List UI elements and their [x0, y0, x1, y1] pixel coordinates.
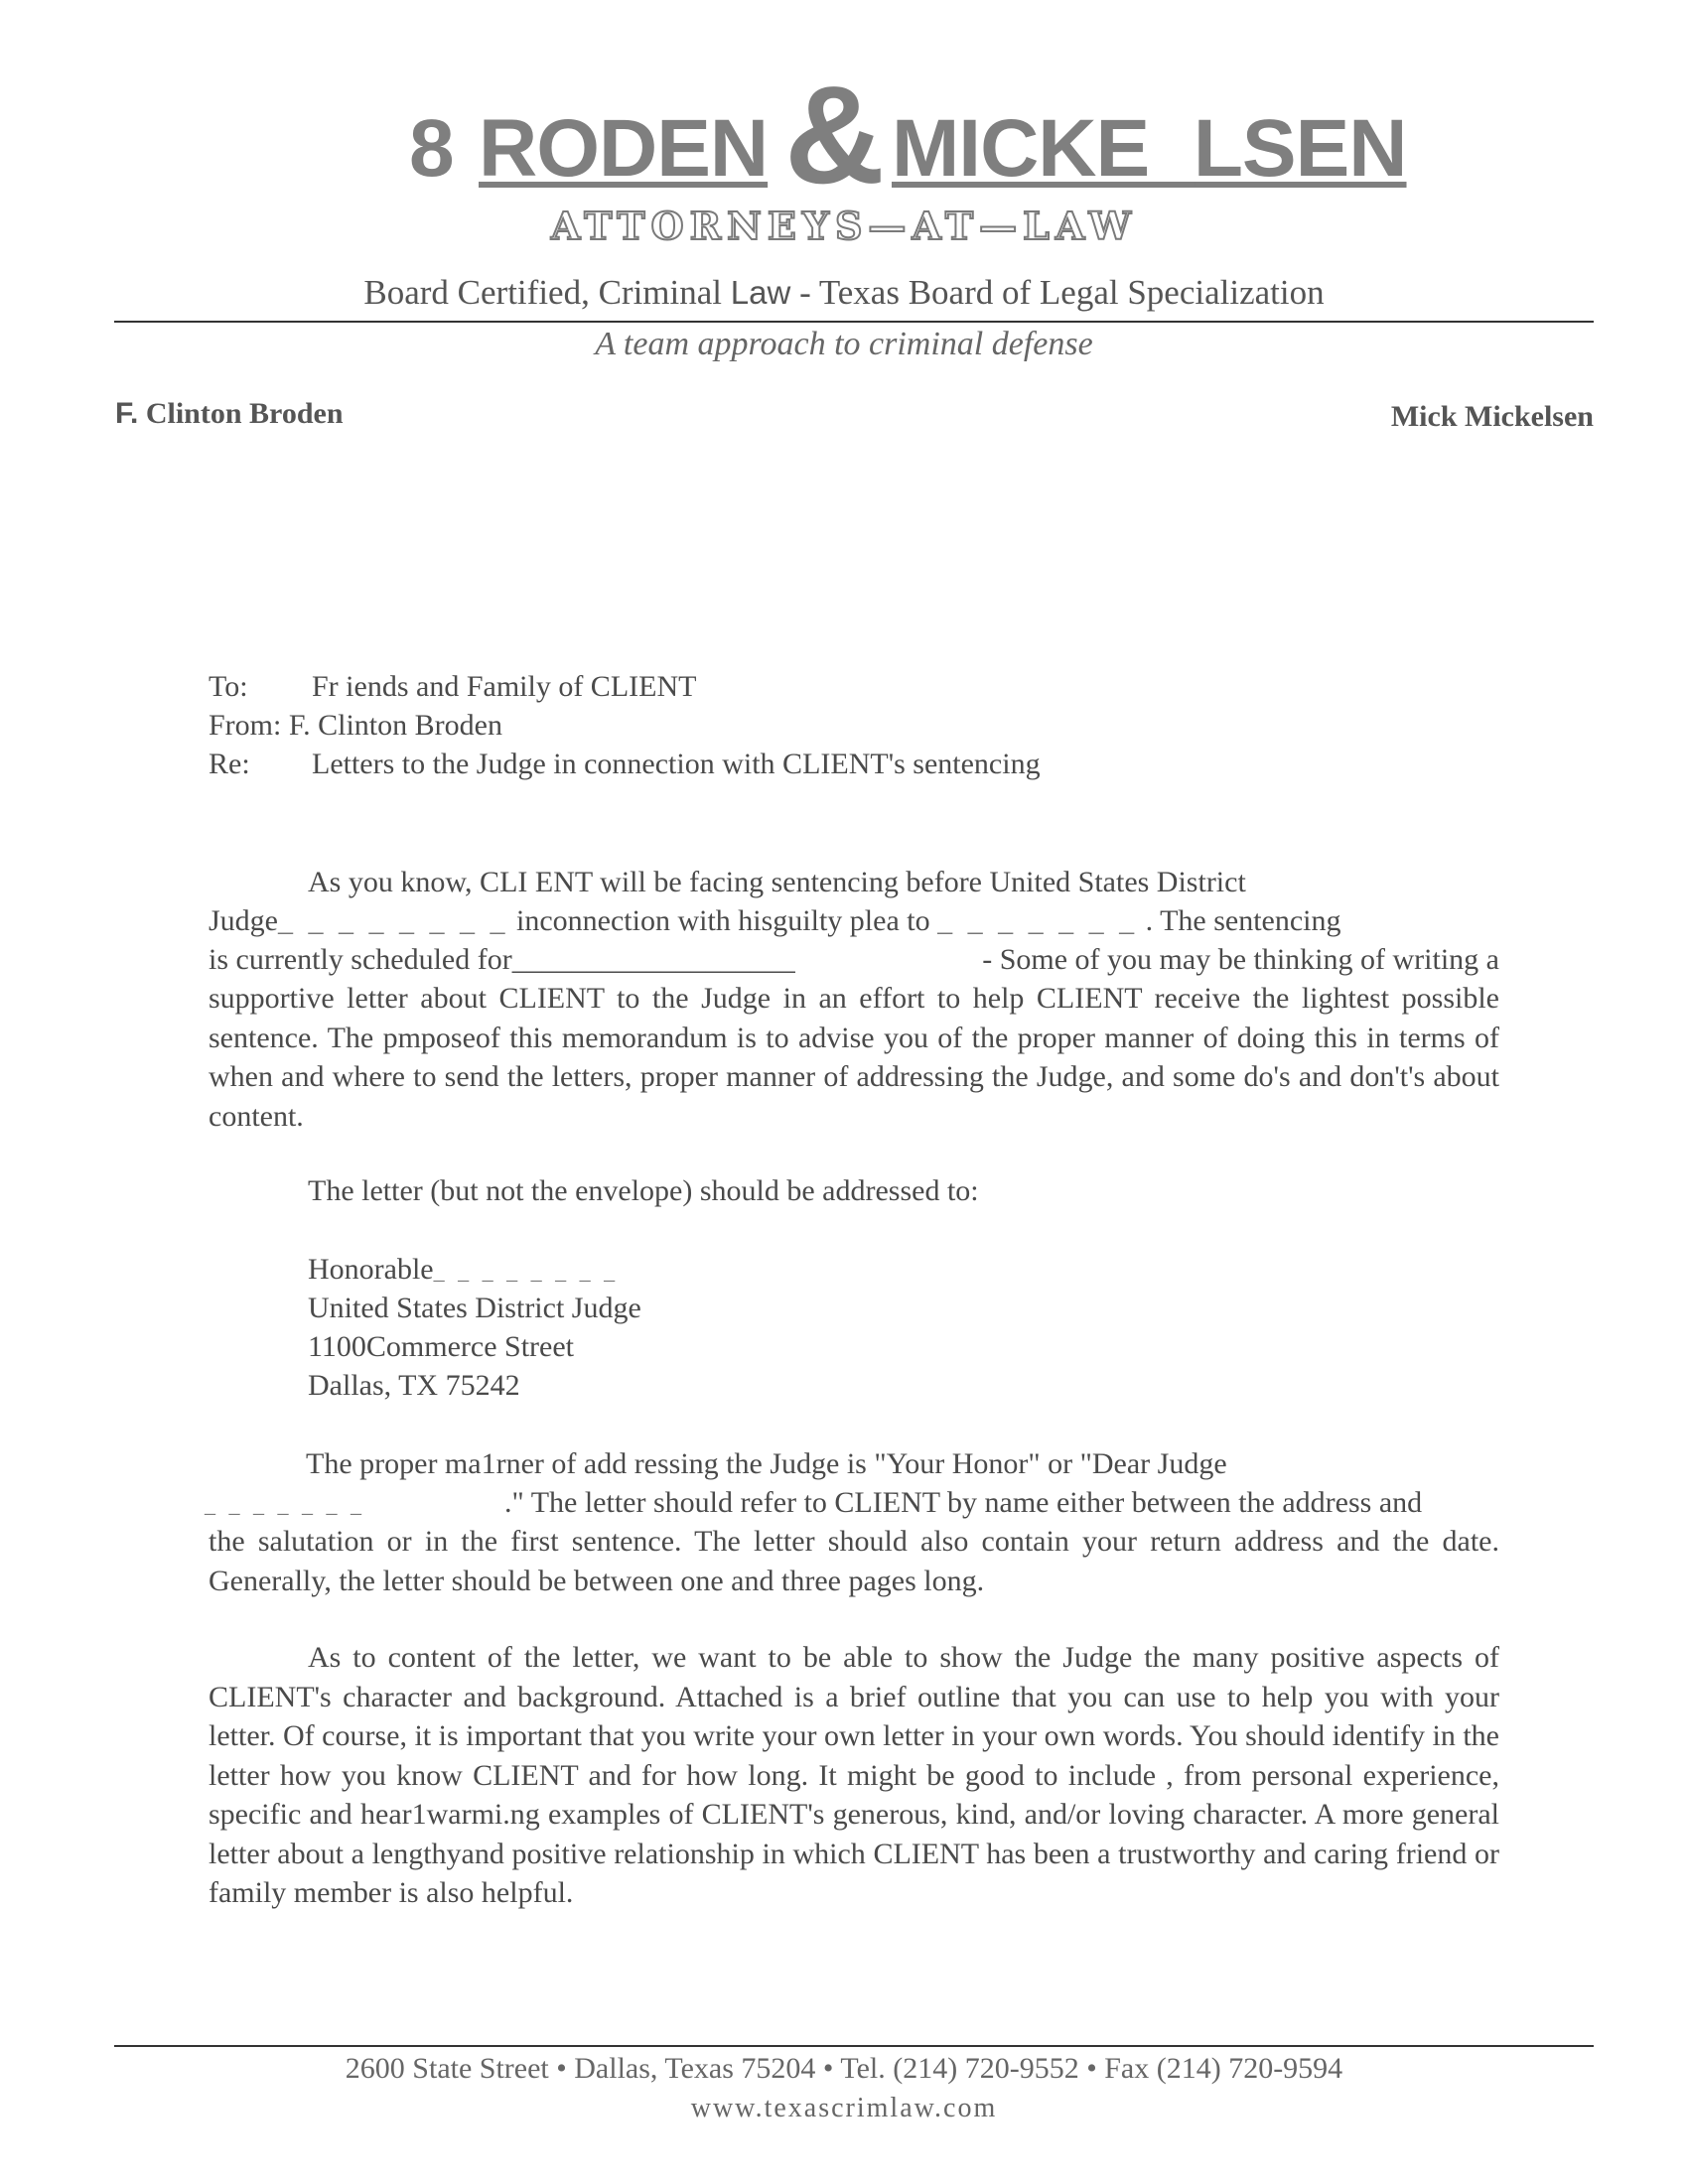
certification-text-a: Board Certified, Criminal [363, 273, 731, 312]
attorneys-at-law-subtitle: ATTORNEYS—AT—LAW [550, 204, 1138, 248]
address-city: Dallas, TX 75242 [308, 1369, 520, 1402]
honorable-blank: _ _ _ _ _ _ _ _ [433, 1259, 620, 1284]
plea-blank: _ _ _ _ _ _ _ [937, 904, 1139, 937]
paragraph-3-rest: the salutation or in the first sentence. The letter should also contain your return address and the date. Generally, the letter should be between one and three pages long. [209, 1525, 1499, 1597]
partner-left-initial: F. [115, 397, 139, 430]
firm-motto: A team approach to criminal defense [595, 326, 1093, 362]
paragraph-3-line-2 [205, 1483, 1422, 1524]
paragraph-1-line-3 [209, 940, 1499, 979]
logo-name-roden: RODEN [479, 103, 769, 194]
writing-text: - Some of you may be thinking of writing a [982, 943, 1499, 976]
certification-line [0, 273, 1688, 313]
certification-law-word: Law [730, 274, 791, 311]
memo-to-label: To: [209, 670, 248, 703]
scheduled-text: is currently scheduled for [209, 943, 512, 976]
date-blank: ___________________ [511, 943, 795, 976]
honorable-word: Honorable [308, 1253, 434, 1286]
partner-left-name: Clinton Broden [138, 397, 344, 430]
paragraph-4: As to content of the letter, we want to be able to show the Judge the many positive aspects of CLIENT's character and background. Attached is a brief outline that you can use to help you with your letter. Of course, it is important that you write your own letter in your own words. You should identify in the letter how you know CLIENT and for how long. It might be good to include , from personal experience, specific and hear1warmi.ng examples of CLIENT's generous, kind, and/or loving character. A more general letter about a lengthyand positive relationship in which CLIENT has been a trustworthy and caring friend or family member is also helpful. [209, 1641, 1499, 1909]
certification-text-b: - Texas Board of Legal Specialization [790, 273, 1325, 312]
judge-word: Judge [209, 904, 278, 937]
firm-logo [0, 55, 1688, 212]
address-title: United States District Judge [308, 1292, 641, 1324]
memo-to-value: Fr iends and Family of CLIENT [312, 670, 697, 703]
footer-divider [114, 2045, 1594, 2047]
memo-re-value: Letters to the Judge in connection with CLIENT's sentencing [312, 748, 1041, 780]
judge-name-blank: _ _ _ _ _ _ _ _ [278, 904, 509, 937]
memo-re-label: Re: [209, 748, 250, 780]
address-honorable [308, 1250, 619, 1291]
logo-name-mickelsen: MICKE_LSEN [892, 103, 1407, 194]
memo-from: From: F. Clinton Broden [209, 709, 502, 742]
logo-number: 8 [409, 103, 454, 194]
judge-salutation-blank: _ _ _ _ _ _ _ [205, 1492, 365, 1517]
paragraph-3-line-1: The proper ma1rner of add ressing the Judge is "Your Honor" or "Dear Judge [306, 1447, 1227, 1480]
sentencing-text: . The sentencing [1145, 904, 1341, 937]
refer-text: ." The letter should refer to CLIENT by name either between the address and [504, 1486, 1423, 1519]
partner-left [115, 397, 344, 431]
paragraph-1-line-2 [209, 901, 1341, 940]
paragraph-1-line-1: As you know, CLI ENT will be facing sentencing before United States District [308, 866, 1246, 898]
plea-text: inconnection with hisguilty plea to [516, 904, 930, 937]
paragraph-2: The letter (but not the envelope) should be addressed to: [308, 1174, 979, 1207]
footer-website: www.texascrimlaw.com [690, 2093, 998, 2123]
paragraph-1-rest: supportive letter about CLIENT to the Judge in an effort to help CLIENT receive the lightest possible sentence. The pmposeof this memorandum is to advise you of the proper manner of doing this in terms of when and where to send the letters, proper manner of addressing the Judge, and some do's and don't's about content. [209, 982, 1499, 1133]
address-street: 1100Commerce Street [308, 1330, 574, 1363]
header-divider [114, 321, 1594, 323]
logo-ampersand: & [784, 57, 880, 212]
partner-right: Mick Mickelsen [1390, 400, 1594, 433]
footer-address: 2600 State Street • Dallas, Texas 75204 • Tel. (214) 720-9552 • Fax (214) 720-9594 [345, 2052, 1343, 2085]
